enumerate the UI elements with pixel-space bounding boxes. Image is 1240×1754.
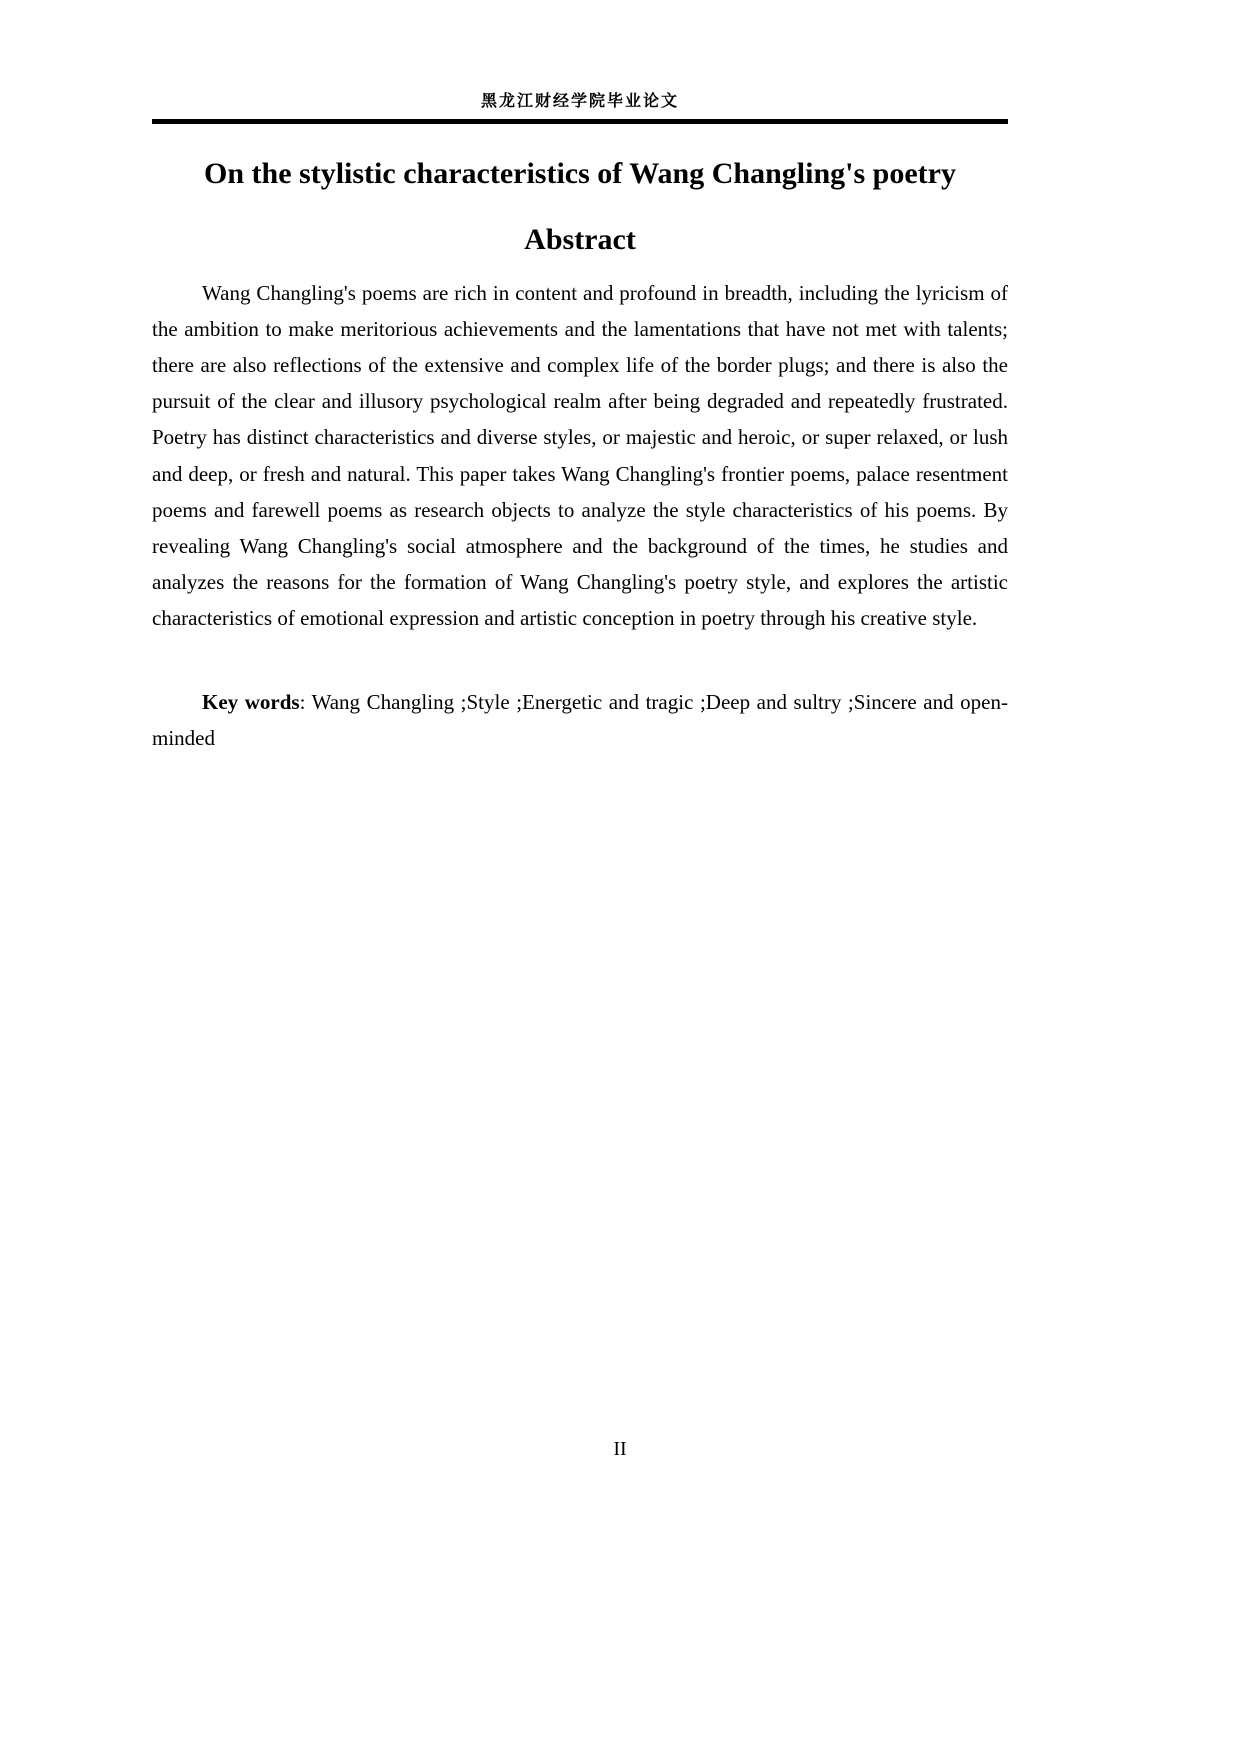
running-head: 黑龙江财经学院毕业论文 (480, 91, 679, 110)
page-number: II (613, 1438, 627, 1460)
keywords-label: Key words (202, 690, 300, 715)
keywords-value: : Wang Changling ;Style ;Energetic and tragic ;Deep and sultry ;Sincere and open-minded (152, 690, 1008, 751)
abstract-paragraph: Wang Changling's poems are rich in content and profound in breadth, including the lyricism of the ambition to make meritorious achievements and the lamentations that have not met with talents; there are also reflections of the extensive and complex life of the border plugs; and there is also the pursuit of the clear and illusory psychological realm after being degraded and repeatedly frustrated. Poetry has distinct characteristics and diverse styles, or majestic and heroic, or super relaxed, or lush and deep, or fresh and natural. This paper takes Wang Changling's frontier poems, palace resentment poems and farewell poems as research objects to analyze the style characteristics of his poems. By revealing Wang Changling's social atmosphere and the background of the times, he studies and analyzes the reasons for the formation of Wang Changling's poetry style, and explores the artistic characteristics of emotional expression and artistic conception in poetry through his creative style. (152, 281, 1008, 630)
abstract-heading: Abstract (524, 223, 636, 256)
keywords-line (152, 684, 1008, 756)
page-title: On the stylistic characteristics of Wang Changling's poetry (204, 157, 956, 190)
header-divider (152, 119, 1008, 124)
page-content (152, 0, 1008, 777)
